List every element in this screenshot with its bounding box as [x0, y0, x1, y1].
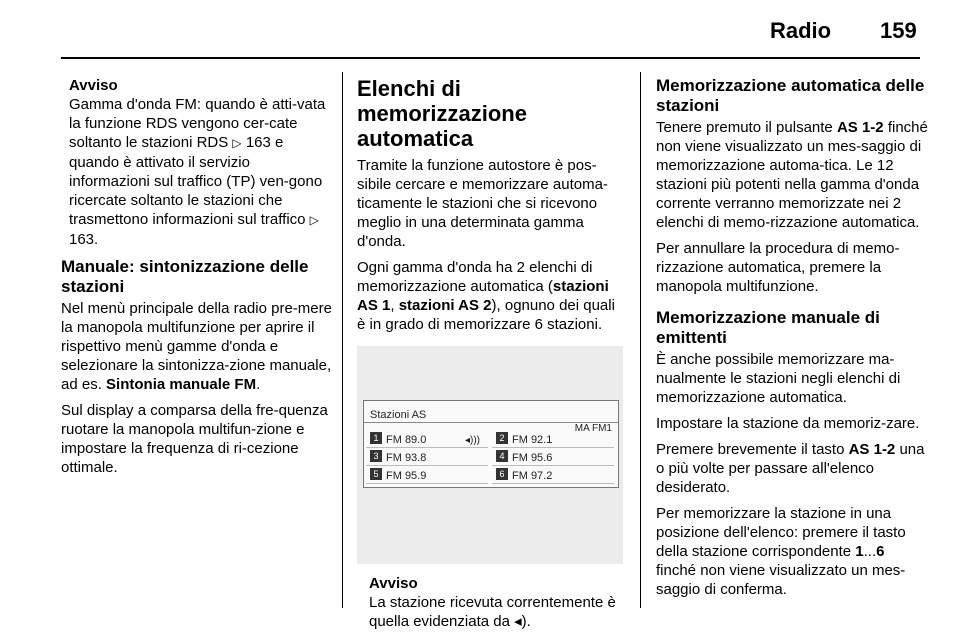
paragraph: Nel menù principale della radio pre-mere la manopola multifunzione per aprire il rispettivo menù gamme d'onda e selezionare la sintonizza-zione manuale, ad es. Sintonia manuale FM.	[61, 300, 332, 393]
paragraph: Ogni gamma d'onda ha 2 elenchi di memorizzazione automatica (stazioni AS 1, stazioni AS 2), ognuno dei quali è in grado di memorizzare 6 stazioni.	[357, 259, 615, 333]
paragraph: Tramite la funzione autostore è pos-sibile cercare e memorizzare automa-ticamente le stazioni che si ricevono meglio in una determinata gamma d'onda.	[357, 157, 608, 250]
station-slot: 3 FM 93.8	[366, 447, 488, 466]
paragraph: Per annullare la procedura di memo-rizzazione automatica, premere la manopola multifunzione.	[656, 240, 900, 295]
note-box	[61, 76, 333, 249]
reference-arrow-icon: ▷	[309, 213, 319, 227]
column-divider	[640, 72, 641, 608]
reference-arrow-icon: ▷	[232, 136, 242, 150]
section-heading: Memorizzazione manuale di emittenti	[656, 308, 880, 347]
note-title: Avviso	[369, 575, 418, 592]
paragraph: Premere brevemente il tasto AS 1-2 una o più volte per passare all'elenco desiderato.	[656, 441, 925, 496]
speaker-icon: ◂)	[514, 613, 527, 630]
station-slot: 6 FM 97.2	[492, 465, 614, 484]
paragraph: Impostare la stazione da memoriz-zare.	[656, 415, 920, 432]
column-2	[357, 76, 627, 631]
radio-display	[363, 400, 619, 488]
display-tab-label: Stazioni AS	[370, 409, 427, 421]
display-band-label: MA FM1	[574, 423, 612, 434]
section-heading: Elenchi di memorizzazione automatica	[357, 76, 527, 151]
header-rule	[61, 57, 920, 59]
page-reference: 163	[245, 134, 271, 151]
station-slot: 4 FM 95.6	[492, 447, 614, 466]
column-3	[656, 76, 928, 606]
note-text: Gamma d'onda FM: quando è atti-vata la funzione RDS vengono cer-cate soltanto le stazioni RDS ▷ 163 e quando è attivato il servizio informazioni sul traffico (TP) ven-gono ricercate soltanto le stazioni che trasmettono informazioni sul traffico ▷ 163.	[69, 96, 326, 248]
station-slot: 5 FM 95.9	[366, 465, 488, 484]
page-reference: 163.	[69, 231, 99, 248]
note-title: Avviso	[69, 77, 118, 94]
page-number: 159	[880, 18, 917, 43]
paragraph: Per memorizzare la stazione in una posizione dell'elenco: premere il tasto della stazione corrispondente 1...6 finché non viene visualizzato un mes-saggio di conferma.	[656, 505, 906, 598]
paragraph: Tenere premuto il pulsante AS 1-2 finché non viene visualizzato un mes-saggio di memorizzazione automa-tica. Le 12 stazioni più potenti nella gamma d'onda corrente verranno memorizzate nei 2 elenchi di memo-rizzazione automatica.	[656, 119, 928, 231]
paragraph: È anche possibile memorizzare ma-nualmente le stazioni negli elenchi di memorizzazione automatica.	[656, 351, 901, 406]
station-slot: 2 FM 92.1	[492, 429, 614, 448]
section-heading: Manuale: sintonizzazione delle stazioni	[61, 257, 309, 296]
paragraph: Sul display a comparsa della fre-quenza ruotare la manopola multifun-zione e impostare la frequenza di ri-cezione ottimale.	[61, 402, 328, 476]
display-illustration	[357, 346, 623, 564]
station-slot: 1 FM 89.0 ◂)))	[366, 429, 488, 448]
speaker-icon: ◂)))	[464, 435, 480, 446]
note-box	[357, 574, 627, 631]
section-heading: Memorizzazione automatica delle stazioni	[656, 76, 925, 115]
column-divider	[342, 72, 343, 608]
note-text: La stazione ricevuta correntemente è quella evidenziata da ◂).	[369, 594, 616, 630]
page-header-title: Radio	[770, 18, 832, 43]
column-1	[61, 76, 333, 484]
